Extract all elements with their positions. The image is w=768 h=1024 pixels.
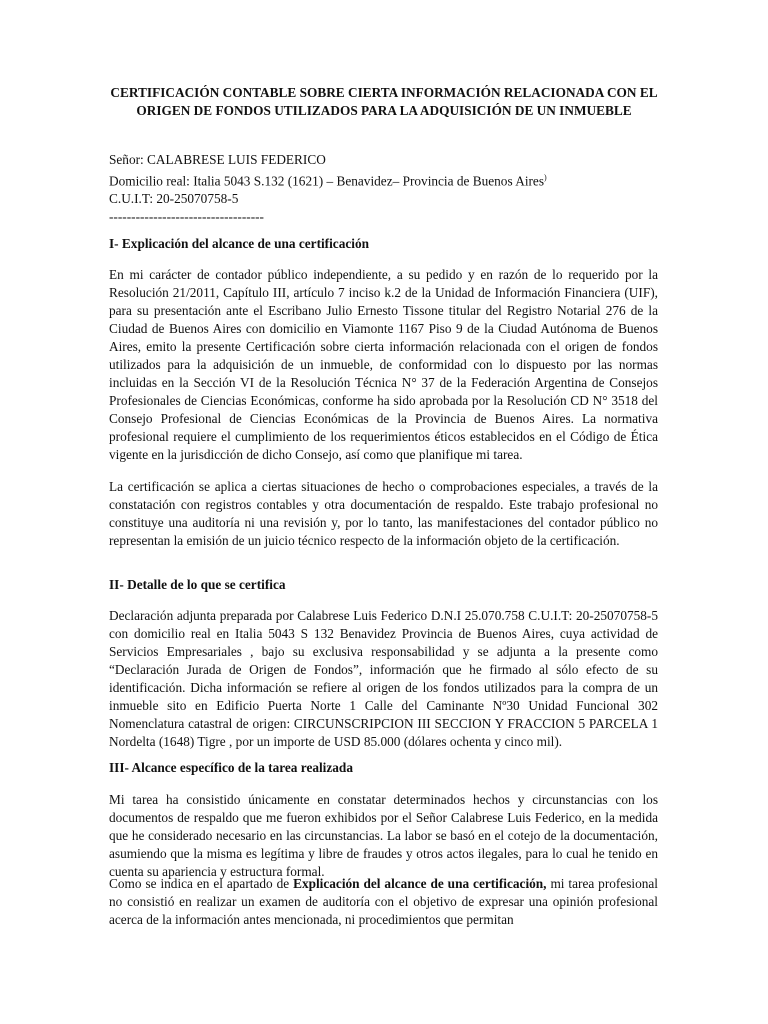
separator-line: ----------------------------------- [109,209,264,225]
recipient-block [109,151,658,226]
section-3-paragraph-2: Como se indica en el apartado de Explicación del alcance de una certificación, mi tarea profesional no consistió en realizar un examen de auditoría con el objetivo de expresar una opinión profesional acerca de la información antes mencionada, ni procedimientos que permitan [109,876,658,927]
section-2-paragraph-1: Declaración adjunta preparada por Calabrese Luis Federico D.N.I 25.070.758 C.U.I.T: 20-25070758-5 con domicilio real en Italia 5043 S 132 Benavidez Provincia de Buenos Aires, cuya actividad de Servicios Empresariales , bajo su exclusiva responsabilidad y se adjunta a la presente como “Declaración Jurada de Origen de Fondos”, información que he firmado al sólo efecto de su identificación. Dicha información se refiere al origen de los fondos utilizados para la compra de un inmueble sito en Edificio Puerta Norte 1 Calle del Caminante Nº30 Unidad Funcional 302 Nomenclatura catastral de origen: CIRCUNSCRIPCION III SECCION Y FRACCION 5 PARCELA 1 Nordelta (1648) Tigre , por un importe de USD 85.000 (dólares ochenta y cinco mil). [109,608,658,749]
section-1-paragraph-2: La certificación se aplica a ciertas situaciones de hecho o comprobaciones especiales, a través de la constatación con registros contables y otra documentación de respaldo. Este trabajo profesional no constituye una auditoría ni una revisión y, por lo tanto, las manifestaciones del contador público no representan la emisión de un juicio técnico respecto de la información objeto de la certificación. [109,479,658,548]
section-3-paragraph-1: Mi tarea ha consistido únicamente en constatar determinados hechos y circunstancias con los documentos de respaldo que me fueron exhibidos por el Señor Calabrese Luis Federico, en la medida que he considerado necesario en las circunstancias. La labor se basó en el cotejo de la documentación, asumiendo que la misma es legítima y libre de fraudes y otros actos ilegales, para lo cual he tenido en cuenta su apariencia y estructura formal. [109,792,658,879]
title-line-2: ORIGEN DE FONDOS UTILIZADOS PARA LA ADQUISICIÓN DE UN INMUEBLE [136,103,632,118]
section-1-paragraph-1: En mi carácter de contador público independiente, a su pedido y en razón de lo requerido por la Resolución 21/2011, Capítulo III, artículo 7 inciso k.2 de la Unidad de Información Financiera (UIF), para su presentación ante el Escribano Julio Ernesto Tissone titular del Registro Notarial 276 de la Ciudad de Buenos Aires con domicilio en Viamonte 1167 Piso 9 de la Ciudad Autónoma de Buenos Aires, emito la presente Certificación sobre cierta información relacionada con el origen de fondos utilizados para la adquisición de un inmueble, de conformidad con lo dispuesto por las normas incluidas en la Sección VI de la Resolución Técnica N° 37 de la Federación Argentina de Consejos Profesionales de Ciencias Económicas, conforme ha sido aprobada por la Resolución CD N° 3518 del Consejo Profesional de Ciencias Económicas de la Provincia de Buenos Aires. La normativa profesional requiere el cumplimiento de los requerimientos éticos establecidos en el Código de Ética vigente en la jurisdicción de dicho Consejo, así como que planifique mi tarea. [109,267,658,462]
recipient-name: Señor: CALABRESE LUIS FEDERICO [109,152,326,167]
recipient-address: Domicilio real: Italia 5043 S.132 (1621) – Benavidez– Provincia de Buenos Aires) [109,173,547,189]
recipient-cuit: C.U.I.T: 20-25070758-5 [109,191,239,207]
section-1-heading: I- Explicación del alcance de una certificación [109,236,369,251]
title-line-1: CERTIFICACIÓN CONTABLE SOBRE CIERTA INFORMACIÓN RELACIONADA CON EL [110,85,658,100]
section-2-heading: II- Detalle de lo que se certifica [109,577,286,592]
section-3-heading: III- Alcance específico de la tarea realizada [109,760,353,775]
address-mark: ) [544,173,547,182]
document-title [60,84,708,120]
bold-reference: Explicación del alcance de una certificación, [293,876,547,891]
